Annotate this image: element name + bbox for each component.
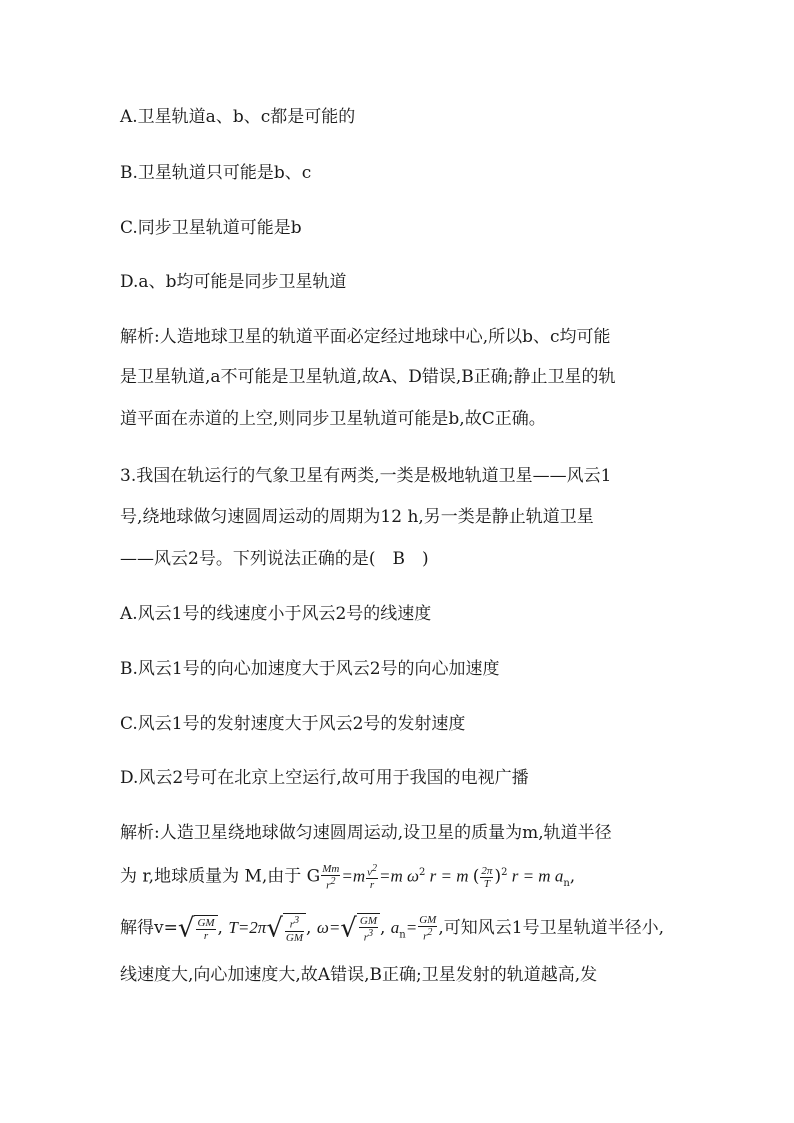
q3-analysis-line-2: 为 r,地球质量为 M,由于 G $\frac{Mm}{r^2}$ =m $\frac{v^2}{r}$ =m $\omega^2$ r = m ( $\frac{2\pi}{T}$ )$^2$ r = m $a_n$,	[120, 862, 576, 892]
q3-option-a: A.风云1号的线速度小于风云2号的线速度	[120, 604, 432, 624]
formula-gravity-fraction: $\frac{Mm}{r^2}$	[322, 862, 340, 892]
q3-stem-line-2: 号,绕地球做匀速圆周运动的周期为12 h,另一类是静止轨道卫星	[120, 507, 594, 527]
q3-analysis-line-2-prefix: 为 r,地球质量为 M,由于 G	[120, 866, 321, 887]
formula-sqrt-angular-velocity: √ $\frac{GM}{r^3}$	[340, 913, 380, 944]
q2-option-c: C.同步卫星轨道可能是b	[120, 218, 302, 238]
q2-option-d: D.a、b均可能是同步卫星轨道	[120, 272, 347, 292]
formula-sqrt-velocity: √ $\frac{GM}{r}$	[178, 915, 218, 942]
q2-analysis-line-3: 道平面在赤道的上空,则同步卫星轨道可能是b,故C正确。	[120, 409, 546, 429]
formula-sqrt-period: √ $\frac{r^3}{GM}$	[266, 913, 306, 944]
formula-centripetal-velocity-fraction: $\frac{v^2}{r}$	[367, 862, 378, 892]
formula-period-fraction: $\frac{2\pi}{T}$	[481, 864, 493, 890]
q2-option-a: A.卫星轨道a、b、c都是可能的	[120, 107, 356, 127]
q3-analysis-line-3: 解得v=√ $\frac{GM}{r}$ , T=2π√ $\frac{r^3}{GM}$ , ω=√ $\frac{GM}{r^3}$ , $a_n=$ $\frac{GM}{r^2}$ ,可知风云1号卫星轨道半径小,	[120, 913, 664, 944]
q2-option-b: B.卫星轨道只可能是b、c	[120, 163, 312, 183]
q3-stem-line-3: ——风云2号。下列说法正确的是( B )	[120, 549, 429, 569]
formula-acceleration-fraction: $\frac{GM}{r^2}$	[419, 914, 437, 943]
q3-analysis-line-4: 线速度大,向心加速度大,故A错误,B正确;卫星发射的轨道越高,发	[120, 965, 598, 985]
q3-option-b: B.风云1号的向心加速度大于风云2号的向心加速度	[120, 659, 500, 679]
q3-option-d: D.风云2号可在北京上空运行,故可用于我国的电视广播	[120, 768, 529, 788]
q3-analysis-line-3-prefix: 解得v=	[120, 918, 178, 938]
q2-analysis-line-1: 解析:人造地球卫星的轨道平面必定经过地球中心,所以b、c均可能	[120, 327, 611, 347]
q2-analysis-line-2: 是卫星轨道,a不可能是卫星轨道,故A、D错误,B正确;静止卫星的轨	[120, 367, 616, 387]
q3-option-c: C.风云1号的发射速度大于风云2号的发射速度	[120, 714, 466, 734]
q3-analysis-line-3-suffix: ,可知风云1号卫星轨道半径小,	[438, 918, 664, 938]
q3-analysis-line-1: 解析:人造卫星绕地球做匀速圆周运动,设卫星的质量为m,轨道半径	[120, 823, 612, 843]
q3-stem-line-1: 3.我国在轨运行的气象卫星有两类,一类是极地轨道卫星——风云1	[120, 466, 612, 486]
